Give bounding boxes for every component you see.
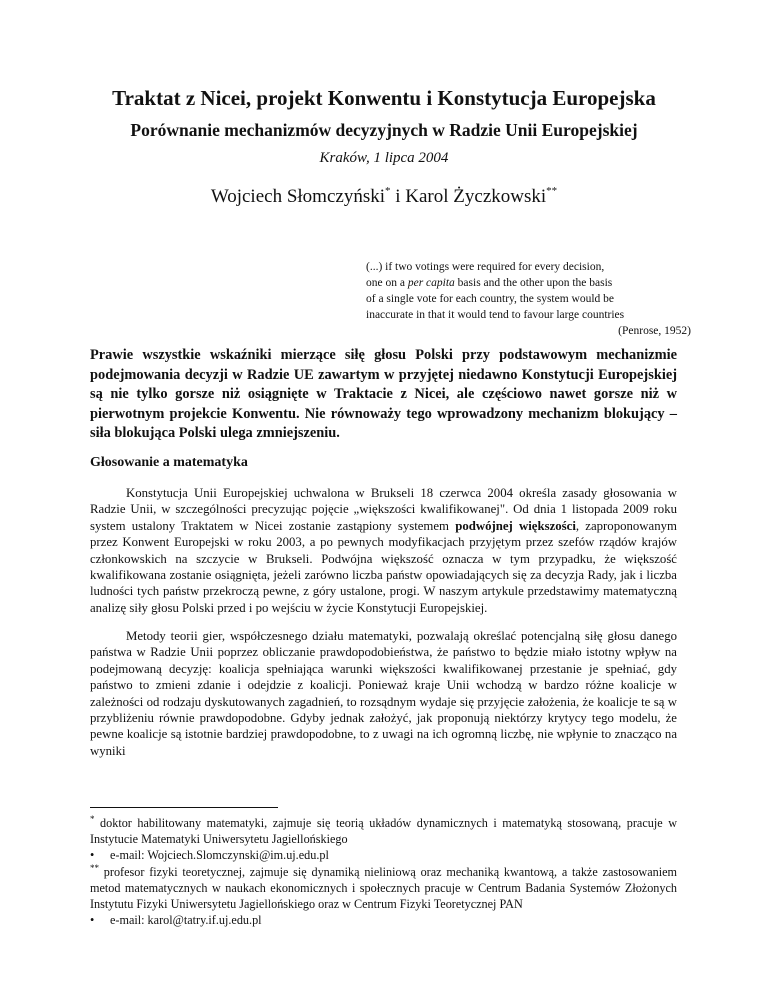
epigraph-quote: [366, 259, 691, 339]
author-name: Karol Życzkowski: [405, 186, 547, 207]
epigraph-emphasis: per capita: [407, 277, 455, 289]
authors-line: [0, 186, 768, 208]
abstract-paragraph: Prawie wszystkie wskaźniki mierzące siłę głosu Polski przy podstawowym mechanizmie podejmowania decyzji w Radzie UE zawartym w przyjętej niedawno Konstytucji Europejskiej są nie tylko gorsze niż osiągnięte w Traktacie z Nicei, ale częściowo nawet gorsze niż w pierwotnym projekcie Konwentu. Nie równoważy tego wprowadzony mechanizm blokujący – siła blokująca Polski ulega zmniejszeniu.: [90, 347, 677, 441]
bold-term: podwójnej większości: [455, 518, 576, 533]
footnotes: [90, 815, 677, 928]
epigraph-source: (Penrose, 1952): [618, 325, 691, 337]
body-paragraph: Metody teorii gier, współczesnego działu matematyki, pozwalają określać potencjalną siłę głosu danego państwa w Radzie Unii poprzez obliczanie prawdopodobieństwa, że państwo to będzie miało istotny wpływ na podejmowaną decyzję: koalicja spełniająca warunki większości kwalifikowanej przestanie je spełniać, gdy państwo to zmieni zdanie i odejdzie z koalicji. Ponieważ kraje Unii wchodzą w bardzo różne koalicje w zależności od rodzaju dyskutowanych zagadnień, to rozsądnym wydaje się przyjęcie założenia, że koalicje te są w przybliżeniu równie prawdopodobne. Gdyby jednak założyć, jak proponują niektórzy krytycy tego modelu, że pewne koalicje są istotnie bardziej prawdopodobne, to z uwagi na ich ogromną liczbę, nie wpłynie to znacząco na wyniki: [90, 629, 677, 758]
email-text: e-mail: karol@tatry.if.uj.edu.pl: [110, 913, 262, 928]
footnote-text: doktor habilitowany matematyki, zajmuje się teorią układów dynamicznych i matematyką stosowaną, pracuje w Instytucie Matematyki Uniwersytetu Jagiellońskiego: [90, 816, 677, 847]
email-text: e-mail: Wojciech.Slomczynski@im.uj.edu.pl: [110, 848, 329, 863]
footnote-marker: *: [385, 185, 391, 197]
epigraph-line: (...) if two votings were required for every decision,: [366, 261, 605, 273]
epigraph-text: one on a: [366, 277, 408, 289]
footnote-marker: **: [546, 185, 558, 197]
footnote-text: profesor fizyki teoretycznej, zajmuje się dynamiką nieliniową oraz mechaniką kwantową, a także zastosowaniem metod matematycznych w naukach ekonomicznych i społecznych pracuje w Centrum Badania Systemów Złożonych Instytutu Fizyki Uniwersytetu Jagiellońskiego oraz w Centrum Fizyki Teoretycznej PAN: [90, 864, 677, 912]
paragraph-text: Konstytucja Unii Europejskiej uchwalona w Brukseli 18 czerwca 2004 określa zasady głosowania w Radzie Unii, w szczególności precyzując pojęcie „większości kwalifikowanej". Od dnia 1 listopada 2009 roku system ustalony Traktatem w Nicei zostanie zastąpiony systemem: [90, 486, 677, 533]
footnote-divider: [90, 807, 278, 808]
footnote-email: [90, 912, 677, 928]
footnote: [90, 815, 677, 847]
paragraph-text: , zaproponowanym przez Konwent Europejski w roku 2003, a po pewnych modyfikacjach przyjętym przez szefów rządów krajów członkowskich na szczycie w Brukseli. Podwójna większość oznacza w tym przypadku, że większość kwalifikowana zostanie osiągnięta, jeżeli zarówno liczba państw opowiadających się za decyzja Rady, jak i liczba ludności tych państw przekroczą pewne, z góry ustalone, progi. W naszym artykule przedstawimy matematyczną analizę siły głosu Polski przed i po wejściu w życie Konstytucji Europejskiej.: [90, 518, 677, 615]
bullet-icon: •: [90, 913, 95, 928]
body-paragraph: [90, 485, 677, 616]
footnote: [90, 864, 677, 913]
place-and-date: Kraków, 1 lipca 2004: [319, 150, 449, 166]
footnote-marker: *: [90, 814, 95, 824]
epigraph-line: inaccurate in that it would tend to favour large countries: [366, 309, 625, 321]
footnote-email: [90, 847, 677, 863]
author-name: Wojciech Słomczyński: [210, 186, 385, 207]
footnote-marker: **: [90, 862, 99, 873]
document-title: Traktat z Nicei, projekt Konwentu i Konstytucja Europejska: [112, 86, 656, 110]
epigraph-line: [366, 275, 691, 291]
section-heading: Głosowanie a matematyka: [90, 455, 248, 470]
epigraph-text: basis and the other upon the basis: [454, 277, 613, 289]
document-subtitle: Porównanie mechanizmów decyzyjnych w Radzie Unii Europejskiej: [130, 120, 638, 140]
bullet-icon: •: [90, 848, 95, 863]
epigraph-line: of a single vote for each country, the system would be: [366, 293, 615, 305]
author-conjunction: i: [390, 186, 406, 207]
